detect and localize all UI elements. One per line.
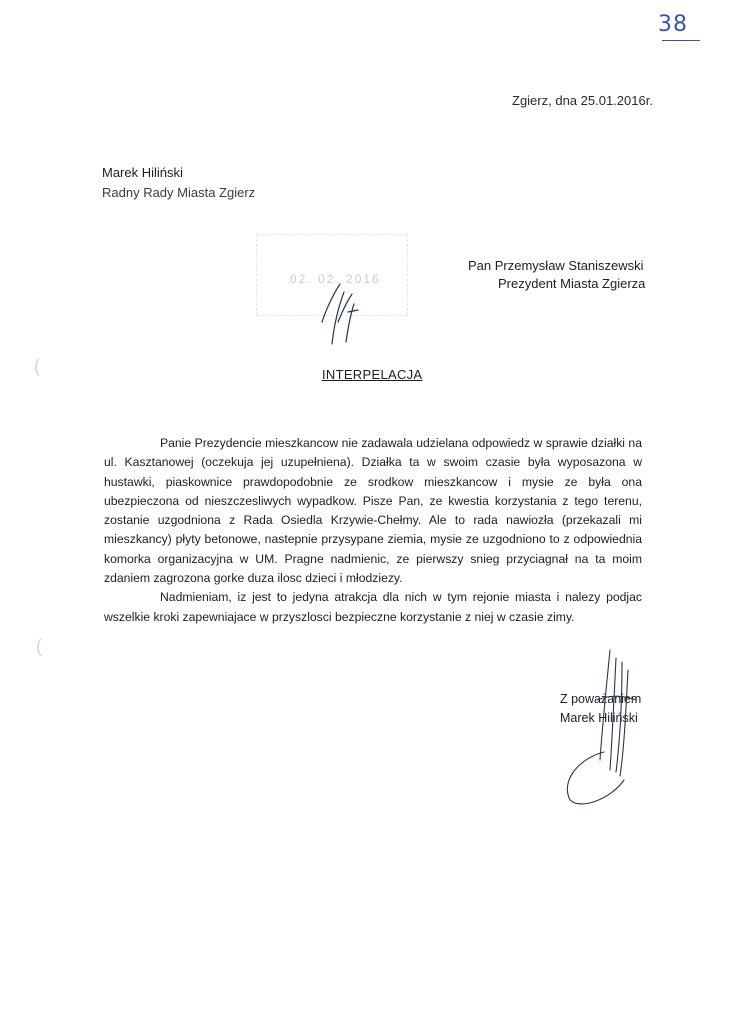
- recipient-role: Prezydent Miasta Zgierza: [498, 276, 646, 291]
- sender-role: Radny Rady Miasta Zgierz: [102, 185, 256, 200]
- stamp-date: 02. 02. 2016: [290, 272, 381, 286]
- date-line: Zgierz, dna 25.01.2016r.: [512, 93, 653, 108]
- letter-body: [104, 434, 642, 627]
- page-number: 38: [658, 12, 688, 37]
- handwritten-signature: [540, 640, 660, 810]
- margin-mark: (: [36, 636, 42, 656]
- margin-mark: (: [34, 356, 40, 376]
- initials-signature: [318, 282, 362, 348]
- body-paragraph-2: Nadmieniam, iz jest to jedyna atrakcja dla nich w tym rejonie miasta i nalezy podjac wszelkie kroki zapewniajace w przyszlosci bezpieczne korzystanie z niej w czasie zimy.: [104, 590, 642, 624]
- closing-name: Marek Hiliński: [560, 711, 638, 725]
- page-number-underline: [662, 40, 700, 41]
- sender-name: Marek Hiliński: [102, 165, 183, 180]
- recipient-name: Pan Przemysław Staniszewski: [468, 258, 644, 273]
- closing-salutation: Z poważaniem: [560, 692, 642, 706]
- body-paragraph-1: Panie Prezydencie mieszkancow nie zadawala udzielana odpowiedz w sprawie działki na ul. Kasztanowej (oczekuja jej uzupełniena). Działka ta w swoim czasie była wyposazona w hustawki, piaskownice prawdopodobnie ze srodkow mieszkancow i mysie ze była ona ubezpieczona od nieszczesliwych wypadkow. Pisze Pan, ze kwestia korzystania z tego terenu, zostanie uzgodniona z Rada Osiedla Krzywie-Chełmy. Ale to rada nawiozła (przekazali mi mieszkancy) płyty betonowe, nastepnie przysypane ziemia, mysie ze uzgodniono to z odpowiednia komorka organizacyjna w UM. Pragne nadmienic, ze pierwszy snieg przyciagnał na ta moim zdaniem zagrozona gorke duza ilosc dzieci i młodziezy.: [104, 436, 642, 586]
- document-title: INTERPELACJA: [322, 367, 423, 382]
